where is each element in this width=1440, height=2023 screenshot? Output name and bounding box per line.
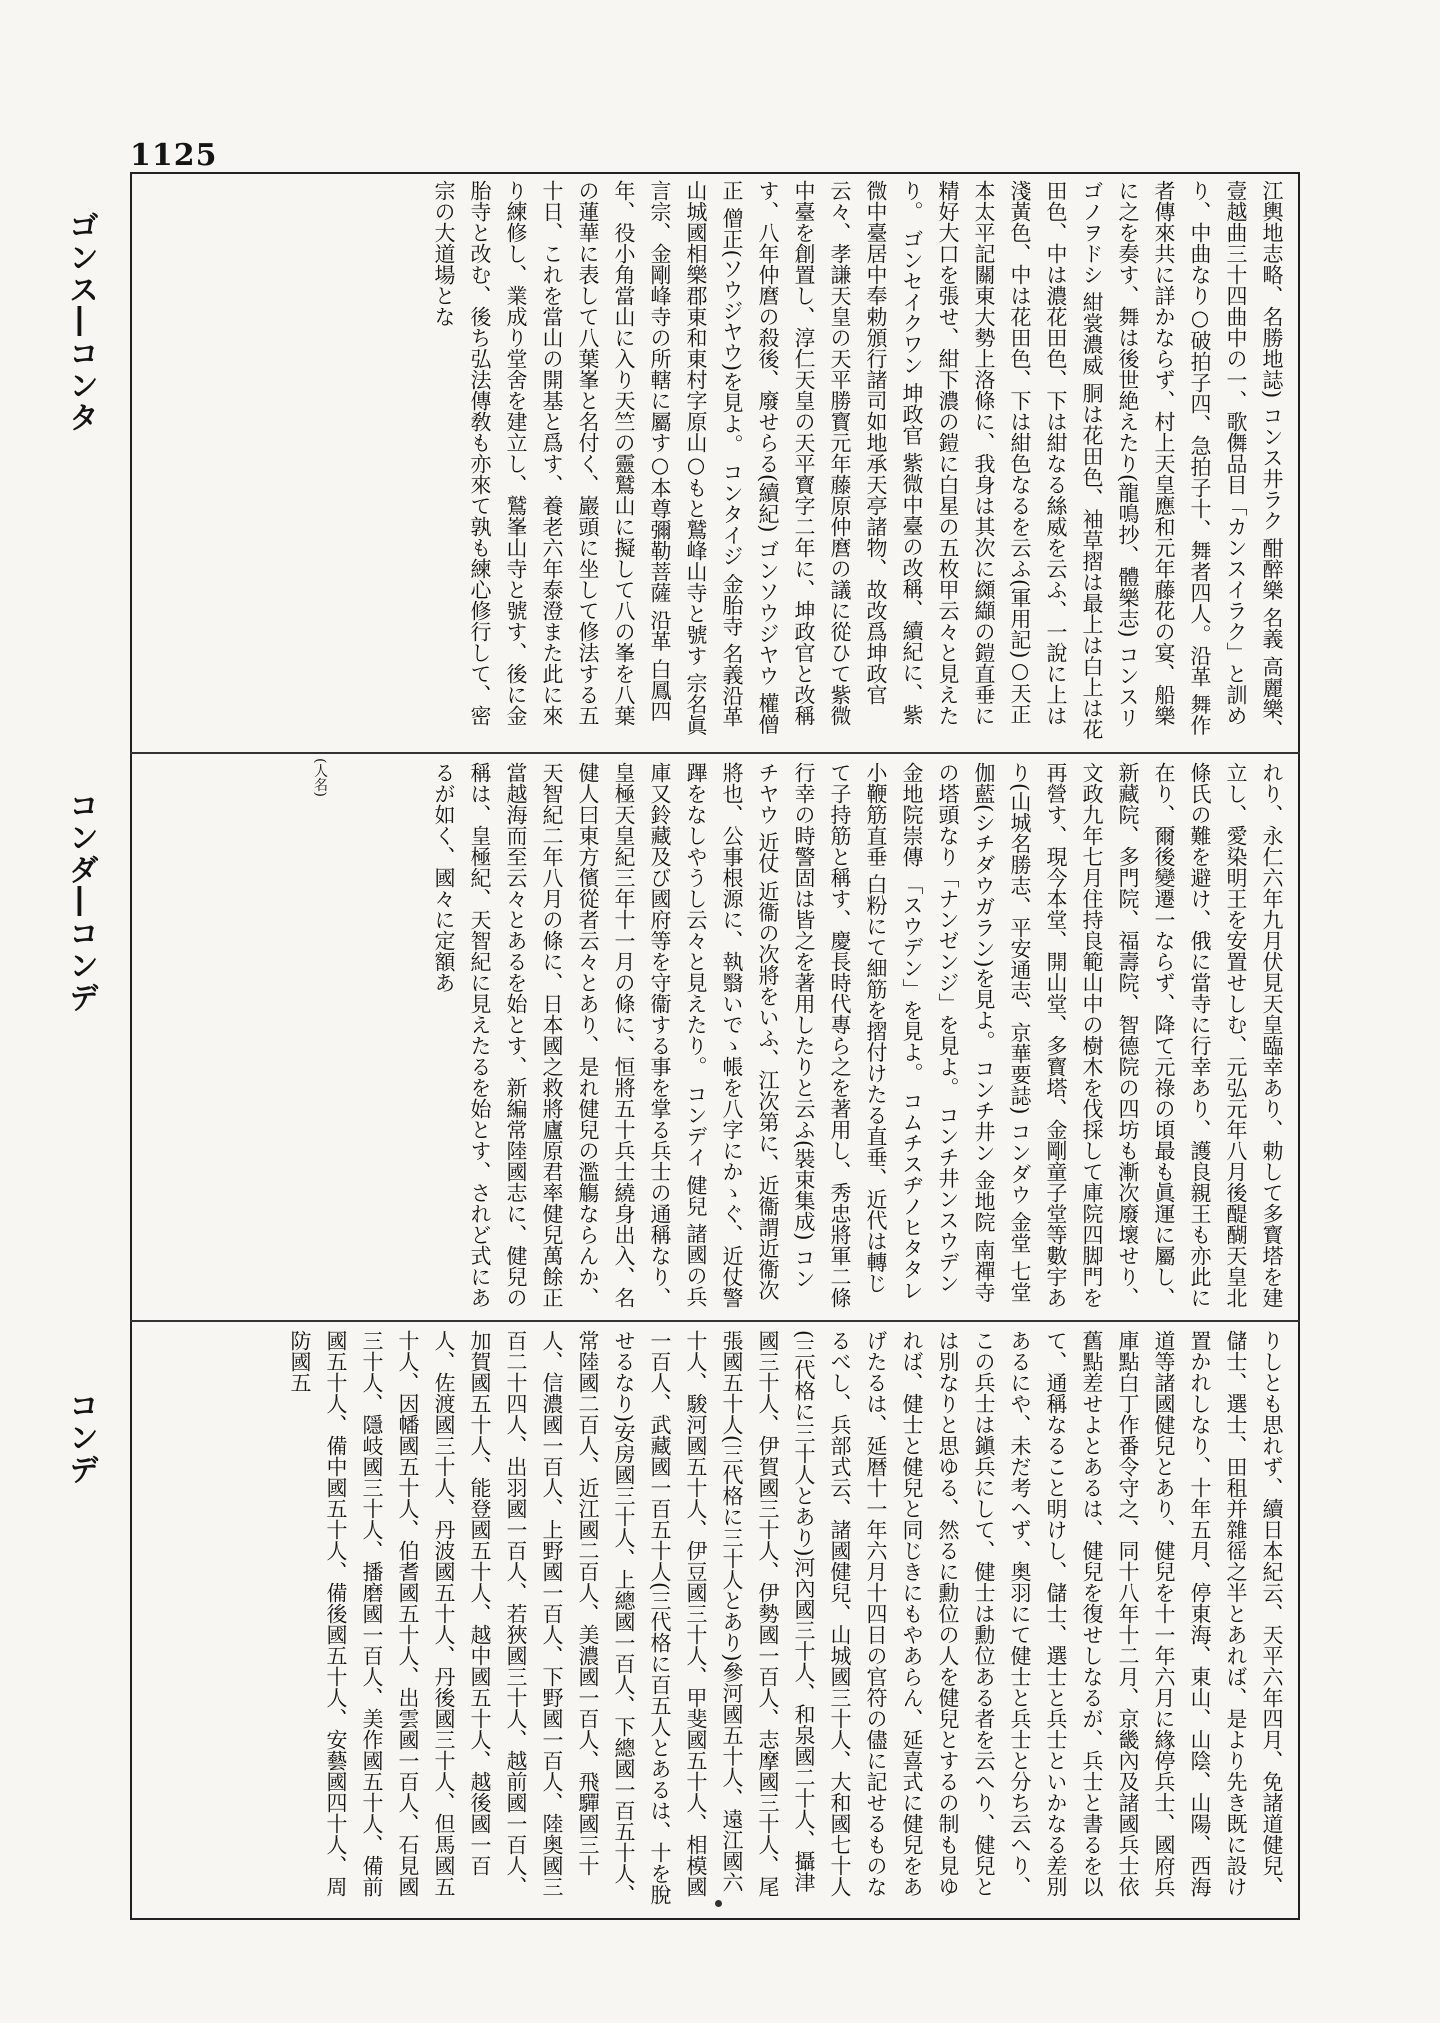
middle-section-note: (人名) — [312, 758, 328, 797]
running-head-bottom: コンデ — [63, 1390, 98, 1486]
middle-section-text: れり、永仁六年九月伏見天皇臨幸あり、勅して多寳塔を建立し、愛染明王を安置せしむ、元弘元年八月後醍醐天皇北條氏の難を避け、俄に當寺に行幸あり、護良親王も亦此に在り、爾後變遷一ならず、降て元祿の頃最も眞運に屬し、新藏院、多門院、福壽院、智德院の四坊も漸次廢壞せり、文政九年七月住持良範山中の樹木を伐採して庫院四脚門を再營す、現今本堂、開山堂、多寳塔、金剛童子堂等數宇あり(山城名勝志、平安通志、京華要誌) コンダウ 金堂 七堂伽藍(シチダウガラン)を見よ。 コンチ井ン 金地院 南禪寺の塔頭なり「ナンゼンジ」を見よ。 コンチ井ンスウデン 金地院崇傳 「スウデン」を見よ。 コムチスヂノヒタタレ 小鞭筋直垂 白粉にて細筋を摺付けたる直垂、近代は轉じて子持筋と稱す、慶長時代專ら之を著用し、秀忠將軍二條行幸の時警固は皆之を著用したりと云ふ(裝束集成) コンチヤウ 近仗 近衞の次將をいふ、江次第に、近衞謂近衞次將也、公事根源に、執翳いでゝ帳を八字にかゝぐ、近仗警蹕をなしやうし云々と見えたり。 コンデイ 健兒 諸國の兵庫又鈴藏及び國府等を守衞する事を掌る兵士の通稱なり、皇極天皇紀三年十一月の條に、恒將五十兵士繞身出入、名健人曰東方儐從者云々とあり、是れ健兒の濫觴ならんか、天智紀二年八月の條に、日本國之救將廬原君率健兒萬餘正當越海而至云々とあるを始とす、新編常陸國志に、健兒の稱は、皇極紀、天智紀に見えたるを始とす、されど式にあるが如く、國々に定額あ — [432, 762, 1284, 1308]
page-number: 1125 — [130, 138, 218, 173]
top-section-text: 江輿地志略、名勝地誌) コンス井ラク 酣醉樂 名義 高麗樂、壹越曲三十四曲中の一、歌儛品目「カンスイラク」と訓めり、中曲なり○破拍子四、急拍子十、舞者四人。沿革 舞作者傳來共に詳かならず、村上天皇應和元年藤花の宴、船樂に之を奏す、舞は後世絶えたり(龍鳴抄、體樂志) コンスリゴノヲドシ 紺裳濃威 胴は花田色、袖草摺は最上は白上は花田色、中は濃花田色、下は紺なる絲威を云ふ、一說に上は淺黃色、中は花田色、下は紺色なるを云ふ(軍用記)○天正本太平記關東大勢上洛條に、我身は其次に纐纈の鎧直垂に精好大口を張せ、紺下濃の鎧に白星の五枚甲云々と見えたり。 ゴンセイクワン 坤政官 紫微中臺の改稱、續紀に、紫微中臺居中奉勅頒行諸司如地承天亭諸物、故改爲坤政官云々、孝謙天皇の天平勝寳元年藤原仲麿の議に從ひて紫微中臺を創置し、淳仁天皇の天平寳字二年に、坤政官と改稱す、八年仲麿の殺後、廢せらる(續紀) ゴンソウジヤウ 權僧正 僧正(ソウジヤウ)を見よ。 コンタイジ 金胎寺 名義沿革 山城國相樂郡東和東村字原山○もと鷲峰山寺と號す 宗名眞言宗、金剛峰寺の所轄に屬す○本尊彌勒菩薩 沿革 白鳳四年、役小角當山に入り天竺の靈鷲山に擬して八の峯を八葉の蓮華に表して八葉峯と名付く、巖頭に坐して修法する五十日、これを當山の開基と爲す、養老六年泰澄また此に來り練修し、業成り堂舍を建立し、鷲峯山寺と號す、後に金胎寺と改む、後ち弘法傳敎も亦來て孰も練心修行して、密宗の大道場とな — [432, 180, 1284, 740]
bottom-marker-dot — [715, 1900, 722, 1907]
running-head-middle: コンダ―コンデ — [63, 790, 98, 1014]
section-divider-lower — [130, 1320, 1300, 1322]
running-head-top: ゴンス―コンタ — [63, 210, 98, 434]
section-divider-upper — [130, 752, 1300, 754]
bottom-section-text: りしとも思れず、續日本紀云、天平六年四月、免諸道健兒、儲士、選士、田租并雜徭之半とあれば、是より先き既に設け置かれしなり、十年五月、停東海、東山、山陰、山陽、西海道等諸國健兒とあり、健兒を十一年六月に緣停兵士、國府兵庫點白丁作番令守之、同十八年十二月、京畿內及諸國兵士依舊點差せよとあるは、健兒を復せしなるが、兵士と書るを以て、通稱なること明けし、儲士、選士と兵士といかなる差別あるにや、未だ考へず、奥羽にて健士と兵士と分ち云へり、この兵士は鎭兵にして、健士は勳位ある者を云へり、健兒とは別なりと思ゆる、然るに勳位の人を健兒とするの制も見ゆれば、健士と健兒と同じきにもやあらん、延喜式に健兒をあげたるは、延暦十一年六月十四日の官符の儘に記せるものなるべし、兵部式云、諸國健兒、山城國三十人、大和國七十人(三代格に三十人とあり)河內國三十人、和泉國二十人、攝津國三十人、伊賀國三十人、伊勢國一百人、志摩國三十人、尾張國五十人(三代格に三十人とあり)參河國五十人、遠江國六十人、駿河國五十人、伊豆國三十人、甲斐國五十人、相模國一百人、武藏國一百五十人(三代格に百五人とあるは、十を脫せるなり)安房國三十人、上總國一百人、下總國一百五十人、常陸國二百人、近江國二百人、美濃國一百人、飛驒國三十人、信濃國一百人、上野國一百人、下野國一百人、陸奥國三百二十四人、出羽國一百人、若狹國三十人、越前國一百人、加賀國五十人、能登國五十人、越中國五十人、越後國一百人、佐渡國三十人、丹波國五十人、丹後國三十人、但馬國五十人、因幡國五十人、伯耆國五十人、出雲國一百人、石見國三十人、隱岐國三十人、播磨國一百人、美作國五十人、備前國五十人、備中國五十人、備後國五十人、安藝國四十人、周防國五 — [288, 1330, 1284, 1906]
